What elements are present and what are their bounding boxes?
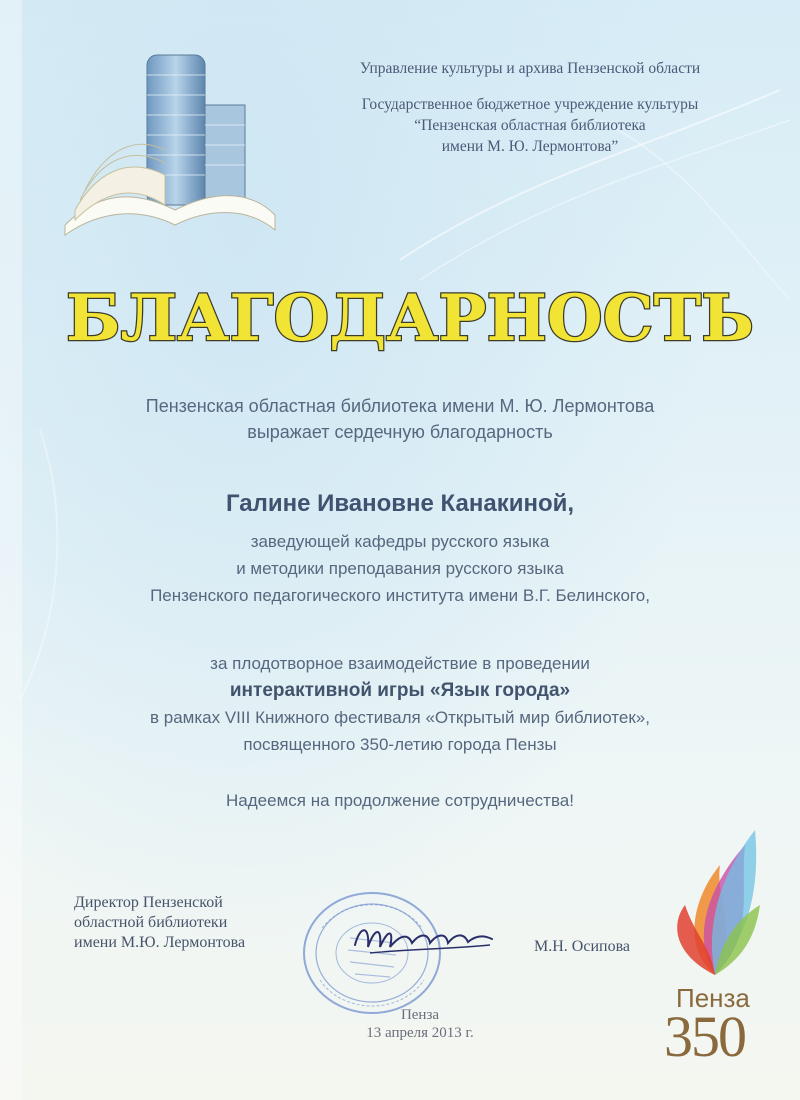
recipient-position-line-3: Пензенского педагогического института имени В.Г. Белинского, bbox=[150, 586, 650, 605]
header-line-library-name: “Пензенская областная библиотека bbox=[414, 117, 646, 134]
recipient-position-line-1: заведующей кафедры русского языка bbox=[250, 532, 550, 551]
header-line-ministry: Управление культуры и архива Пензенской области bbox=[359, 60, 701, 77]
intro-line-1: Пензенская областная библиотека имени М. Ю. Лермонтова bbox=[145, 396, 655, 416]
reason-paragraph bbox=[40, 650, 760, 758]
director-line-1: Директор Пензенской bbox=[74, 894, 223, 911]
recipient-position bbox=[40, 528, 760, 609]
place-and-date bbox=[300, 1006, 540, 1042]
intro-line-2: выражает сердечную благодарность bbox=[247, 422, 553, 442]
reason-event-name: интерактивной игры «Язык города» bbox=[229, 680, 571, 701]
recipient-name: Галине Ивановне Канакиной, bbox=[225, 490, 575, 517]
header-line-institution-type: Государственное бюджетное учреждение культуры bbox=[361, 96, 699, 113]
issue-date: 13 апреля 2013 г. bbox=[366, 1025, 474, 1041]
anniversary-city: Пенза bbox=[676, 983, 750, 1013]
reason-line-1: за плодотворное взаимодействие в проведении bbox=[210, 654, 590, 673]
certificate-title-text: БЛАГОДАРНОСТЬ bbox=[65, 281, 755, 356]
library-building-book-logo bbox=[55, 35, 285, 245]
reason-line-3: в рамках VIII Книжного фестиваля «Открытый мир библиотек», bbox=[150, 708, 650, 727]
recipient-position-line-2: и методики преподавания русского языка bbox=[236, 559, 564, 578]
header-line-library-named-after: имени М. Ю. Лермонтова” bbox=[441, 138, 619, 155]
header-ministry bbox=[310, 58, 750, 79]
reason-line-4: посвященного 350-летию города Пензы bbox=[243, 735, 557, 754]
director-signature bbox=[350, 915, 500, 960]
director-title bbox=[74, 893, 245, 953]
header-institution bbox=[310, 94, 750, 157]
signer-name: М.Н. Осипова bbox=[534, 938, 631, 955]
certificate-title bbox=[65, 270, 755, 356]
closing-line: Надеемся на продолжение сотрудничества! bbox=[226, 791, 574, 810]
anniversary-year: 350 bbox=[664, 1004, 745, 1069]
director-line-3: имени М.Ю. Лермонтова bbox=[74, 934, 246, 951]
intro-paragraph bbox=[40, 393, 760, 445]
penza-350-flame-logo bbox=[660, 825, 770, 985]
director-line-2: областной библиотеки bbox=[74, 914, 228, 931]
place-city: Пенза bbox=[400, 1007, 440, 1023]
